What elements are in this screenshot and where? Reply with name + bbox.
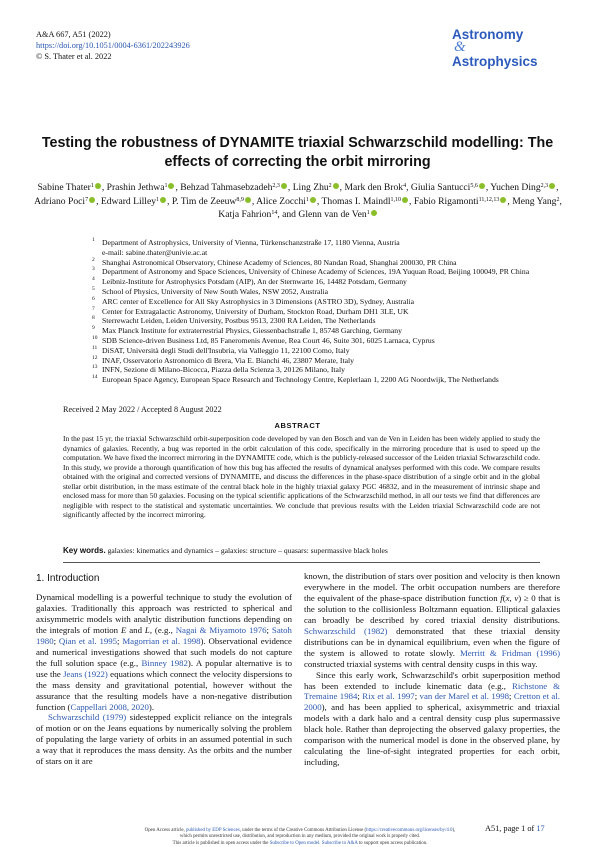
right-column bbox=[304, 571, 560, 768]
text-run: and bbox=[126, 624, 145, 635]
abstract-text: In the past 15 yr, the triaxial Schwarzschild orbit-superposition code developed by van den Bosch and van de Ven in Leiden has been widely applied to study the dynamics of galaxies. Recently, a bug was reported in the orbit calculation of this code, specifically in the mirroring procedure that is used to speed up the computation. We have fixed the incorrect mirroring in the DYNAMITE code, which is the publicly-released successor of the Leiden triaxial Schwarzschild code. In this study, we provide a thorough quantification of how this bug has affected the results of dynamical analyses performed with this code. We compare results obtained with the original and corrected versions of DYNAMITE, and discuss the differences in the phase-space distribution of a single orbit and in the global stellar orbit distribution, in the mass estimate of the central black hole in the highly triaxial galaxy PGC 46832, and in the measurement of intrinsic shape and enclosed mass for more than 50 galaxies. Focusing on the typical scientific applications of the Schwarzschild method, in all our tests we find that differences are negligible with respect to the statistical and systematic uncertainties. We conclude that previous results with the Leiden triaxial Schwarzschild code are not significantly affected by the incorrect mirroring. bbox=[63, 434, 540, 519]
copyright: © S. Thater et al. 2022 bbox=[36, 52, 112, 61]
author-name: Behzad Tahmasebzadeh bbox=[180, 182, 273, 193]
keywords-text: galaxies: kinematics and dynamics – galaxies: structure – quasars: supermassive black holes bbox=[107, 546, 388, 555]
footer-text: Open Access article, bbox=[144, 828, 186, 833]
affiliation-number: 2 bbox=[92, 256, 95, 263]
text-run: ; bbox=[53, 635, 59, 646]
affiliation-text: e-mail: sabine.thater@univie.ac.at bbox=[102, 247, 208, 257]
affiliation-number: 3 bbox=[92, 266, 95, 273]
author-affiliation: 2,3 bbox=[540, 183, 549, 189]
citation-link[interactable]: Binney 1982 bbox=[141, 657, 188, 668]
footer-text: . bbox=[319, 840, 322, 846]
affiliation-item bbox=[92, 277, 567, 287]
affiliation-text: INAF, Osservatorio Astronomico di Brera, Via E. Bianchi 46, 23807 Merate, Italy bbox=[102, 355, 354, 365]
author-affiliation: 1 bbox=[156, 196, 160, 203]
author-affiliation: 1 bbox=[90, 183, 94, 189]
author-name: Fabio Rigamonti bbox=[413, 195, 479, 207]
affiliation-number: 8 bbox=[92, 315, 95, 322]
text-run: ; bbox=[414, 691, 420, 702]
license-footer bbox=[60, 828, 540, 847]
author-name: Thomas I. Maindl bbox=[321, 195, 391, 207]
citation-link[interactable]: Rix et al. 1997 bbox=[362, 691, 415, 702]
text-run: ). bbox=[148, 701, 155, 712]
affiliation-number: 5 bbox=[92, 285, 95, 292]
orcid-icon[interactable] bbox=[281, 183, 287, 189]
text-run: , bbox=[509, 592, 515, 603]
affiliation-text: School of Physics, University of New South Wales, NSW 2052, Australia bbox=[102, 286, 329, 296]
author-name: P. Tim de Zeeuw bbox=[171, 195, 237, 207]
orcid-icon[interactable] bbox=[245, 197, 251, 203]
text-run: ) ≥ 0 that is the solution to the collisionless Boltzmann equation. Elliptical galaxies can broadly be described by cored triaxial density distributions. bbox=[304, 592, 560, 625]
footer-text: ), bbox=[452, 828, 456, 833]
affiliation-number: 14 bbox=[92, 374, 98, 381]
orcid-icon[interactable] bbox=[95, 183, 101, 189]
author-affiliation: 7 bbox=[85, 196, 89, 203]
affiliation-item bbox=[92, 238, 567, 248]
keywords-label: Key words. bbox=[63, 546, 106, 555]
orcid-icon[interactable] bbox=[310, 197, 316, 203]
text-run: ). Observational evidence and numerical investigations showed that such models do not capture the full solution space (e.g., bbox=[36, 635, 292, 668]
footer-text: to support open access publication. bbox=[357, 840, 428, 846]
math-symbol: v bbox=[514, 592, 519, 603]
text-run: ; bbox=[266, 624, 272, 635]
text-run: ; bbox=[117, 635, 123, 646]
author-affiliation: 11,12,13 bbox=[478, 196, 500, 203]
page-total-link[interactable]: 17 bbox=[536, 824, 545, 833]
affiliation-item bbox=[92, 248, 567, 258]
citation-link[interactable]: Cappellari 2008, 2020 bbox=[70, 701, 149, 712]
orcid-icon[interactable] bbox=[479, 183, 485, 189]
text-run: equations which connect the velocity dispersions to the mass density and gravitational potential, however without the assurance that the resulting models have a non-negative distribution function ( bbox=[36, 668, 292, 712]
affiliation-item bbox=[92, 356, 567, 366]
text-run: ), and has been applied to spherical, axisymmetric and triaxial models with a dark halo and a central density cusp plus supermassive black hole. Rather than deprojecting the observed galaxy properties, the comparison with the numerical model is done in the observed plane, by calculating the line-of-sight integrated properties for each orbit, including, bbox=[304, 702, 560, 768]
citation-link[interactable]: Qian et al. 1995 bbox=[58, 635, 118, 646]
paper-title: Testing the robustness of DYNAMITE triaxial Schwarzschild modelling: The effects of correcting the orbit mirroring bbox=[41, 135, 554, 170]
affiliation-text: Shanghai Astronomical Observatory, Chinese Academy of Sciences, 80 Nandan Road, Shanghai 200030, PR China bbox=[102, 257, 457, 267]
text-run: ). A popular alternative is to use the bbox=[36, 657, 292, 679]
author-name: Prashin Jethwa bbox=[106, 182, 165, 193]
text-run: , (e.g., bbox=[149, 624, 176, 635]
logo-astronomy: Astronomy bbox=[452, 27, 524, 42]
author-affiliation: 8,9 bbox=[236, 196, 244, 203]
received-dates: Received 2 May 2022 / Accepted 8 August 2022 bbox=[63, 405, 222, 414]
citation-link[interactable]: Nagai & Miyamoto 1976 bbox=[175, 624, 267, 635]
text-run: demonstrated that these triaxial density distributions can be in dynamical equilibrium, even when the figure of the system is allowed to rotate slowly. bbox=[304, 625, 560, 658]
affiliation-item bbox=[92, 346, 567, 356]
journal-logo bbox=[452, 27, 562, 71]
author-affiliation: 2 bbox=[328, 183, 332, 189]
orcid-icon[interactable] bbox=[402, 197, 408, 203]
citation-link[interactable]: Magorrian et al. 1998 bbox=[122, 635, 201, 646]
math-symbol: x bbox=[505, 592, 510, 603]
footer-link[interactable]: Subscribe to A&A bbox=[321, 840, 358, 846]
author-name: Ling Zhu bbox=[292, 182, 329, 193]
text-run: ( bbox=[502, 592, 506, 603]
affiliation-item bbox=[92, 297, 567, 307]
orcid-icon[interactable] bbox=[160, 197, 166, 203]
text-run: known, the distribution of stars over position and velocity is then known everywhere in the model. The orbit occupation numbers are therefore the equivalent of the phase-space distribution function bbox=[304, 571, 560, 603]
text-run: constructed triaxial systems with central density cusps in this way. bbox=[304, 658, 538, 669]
keywords bbox=[63, 546, 553, 555]
author-name: Yuchen Ding bbox=[490, 182, 541, 193]
affiliation-text: Sterrewacht Leiden, Leiden University, Postbus 9513, 2300 RA Leiden, The Netherlands bbox=[102, 316, 376, 326]
affiliation-text: ARC center of Excellence for All Sky Astrophysics in 3 Dimensions (ASTRO 3D), Sydney, Australia bbox=[102, 296, 415, 306]
affiliation-number: 6 bbox=[92, 295, 95, 302]
left-paragraph-1 bbox=[36, 592, 292, 712]
author-affiliation: 2 bbox=[556, 196, 560, 203]
right-paragraph-2 bbox=[304, 670, 560, 769]
footer-text: This article is published in open access under the bbox=[172, 840, 270, 846]
affiliation-item bbox=[92, 307, 567, 317]
author-name: Katja Fahrion bbox=[218, 209, 272, 221]
citation-link[interactable]: Richstone & Tremaine 1984 bbox=[304, 680, 560, 702]
affiliation-text: Department of Astronomy and Space Sciences, University of Chinese Academy of Sciences, 19A Yuquan Road, Beijing 100049, PR China bbox=[102, 267, 530, 277]
affiliation-item bbox=[92, 336, 567, 346]
citation-link[interactable]: Schwarzschild (1979) bbox=[48, 712, 127, 723]
author-name: Mark den Brok bbox=[344, 182, 404, 193]
affiliation-number: 4 bbox=[92, 276, 95, 283]
abstract-heading: ABSTRACT bbox=[274, 421, 321, 430]
author-affiliation: 4 bbox=[403, 183, 407, 189]
doi-link[interactable]: https://doi.org/10.1051/0004-6361/202243926 bbox=[36, 41, 190, 50]
author-name: Meng Yang bbox=[512, 195, 557, 207]
footer-text: which permits unrestricted use, distribution, and reproduction in any medium, provided the original work is properly cited. bbox=[179, 834, 421, 840]
citation-link[interactable]: Jeans (1922) bbox=[63, 668, 108, 679]
abstract-divider bbox=[63, 562, 540, 563]
author-affiliation: 14 bbox=[271, 210, 278, 217]
affiliation-text: European Space Agency, European Space Research and Technology Centre, Keplerlaan 1, 2200 AG Noordwijk, The Netherlands bbox=[102, 375, 499, 385]
page-number-prefix: A51, page 1 of bbox=[485, 824, 537, 833]
footer-link[interactable]: Subscribe to Open model bbox=[269, 840, 320, 846]
affiliation-number: 10 bbox=[92, 334, 98, 341]
logo-astrophysics: Astrophysics bbox=[452, 54, 538, 69]
text-run: Since this early work, Schwarzschild's orbit superposition method has been extended to include kinematic data (e.g., bbox=[304, 669, 560, 691]
citation-link[interactable]: van der Marel et al. 1998 bbox=[419, 691, 510, 702]
math-symbol: f bbox=[500, 592, 503, 603]
orcid-icon[interactable] bbox=[371, 210, 377, 216]
left-paragraph-2 bbox=[36, 712, 292, 767]
citation-link[interactable]: Cretton et al. 2000 bbox=[304, 691, 560, 713]
affiliation-text: SDB Science-driven Business Ltd, 85 Faneromenis Avenue, Rea Court 46, Suite 301, 6025 Larnaca, Cyprus bbox=[102, 335, 435, 345]
citation-link[interactable]: Satoh 1980 bbox=[36, 624, 292, 646]
left-column bbox=[36, 592, 292, 767]
affiliation-list bbox=[92, 238, 567, 385]
affiliation-text: Max Planck Institute for extraterrestrial Physics, Giessenbachstraße 1, 85748 Garching, Germany bbox=[102, 326, 402, 336]
section-heading-introduction: 1. Introduction bbox=[36, 573, 100, 584]
affiliation-number: 11 bbox=[92, 344, 98, 351]
affiliation-number: 1 bbox=[92, 237, 95, 243]
citation: A&A 667, A51 (2022) bbox=[36, 30, 111, 39]
author-name: Giulia Santucci bbox=[410, 182, 471, 193]
math-symbol: E bbox=[120, 624, 127, 635]
orcid-icon[interactable] bbox=[168, 183, 174, 189]
citation-link[interactable]: Schwarzschild (1982) bbox=[304, 625, 388, 636]
text-run: ; bbox=[357, 691, 363, 702]
author-name: Alice Zocchi bbox=[256, 195, 306, 207]
affiliation-text: INFN, Sezione di Milano-Bicocca, Piazza della Scienza 3, 20126 Milano, Italy bbox=[102, 365, 345, 375]
author-list: Sabine Thater$^1$ , Prashin Jethwa$^1$ , Behzad Tahmasebzadeh$^{2,3}$ , Ling Zhu$^2$ , Mark den Brok$^4$, Giulia Santucci$^{5,6}$ , Yuchen Ding$^{2,3}$ , Adriano Poci$^7$ , Edward Lilley$^1$ , P. Tim de Zeeuw$^{8,9}$ , Alice Zocchi$^1$ , Thomas I. Maindl$^{1,10}$ , Fabio Rigamonti$^{11,12,13}$ , Meng Yang$^2$, Katja Fahrion$^{14}$, and Glenn van de Ven$^1$ bbox=[34, 182, 562, 221]
affiliation-text: Department of Astrophysics, University of Vienna, Türkenschanzstraße 17, 1180 Vienna, Austria bbox=[102, 238, 400, 247]
affiliation-number: 12 bbox=[92, 354, 98, 361]
author-affiliation: 5,6 bbox=[470, 183, 478, 189]
author-affiliation: 1 bbox=[164, 183, 168, 189]
author-affiliation: 2,3 bbox=[272, 183, 280, 189]
affiliation-item bbox=[92, 316, 567, 326]
author-name: Sabine Thater bbox=[37, 182, 91, 193]
affiliation-number: 7 bbox=[92, 305, 95, 312]
author-affiliation: 1 bbox=[366, 210, 370, 217]
logo-ampersand: & bbox=[454, 39, 466, 55]
text-run: sidestepped explicit reliance on the integrals of motion or on the Jeans equations by numerically solving the problem of populating the large variety of orbits in an assumed potential in such a way that it reproduces the mass density. As the orbits and the number of stars on it are bbox=[36, 712, 292, 767]
footer-text: , under the terms of the Creative Commons Attribution License ( bbox=[239, 828, 367, 833]
affiliation-item bbox=[92, 287, 567, 297]
affiliation-text: Center for Extragalactic Astronomy, University of Durham, Stockton Road, Durham DH1 3LE, UK bbox=[102, 306, 409, 316]
affiliation-number: 9 bbox=[92, 325, 95, 332]
affiliation-item bbox=[92, 267, 567, 277]
author-name: Adriano Poci bbox=[34, 195, 86, 207]
right-paragraph-1 bbox=[304, 571, 560, 670]
affiliation-item bbox=[92, 365, 567, 375]
orcid-icon[interactable] bbox=[549, 183, 555, 189]
author-name: Glenn van de Ven bbox=[298, 209, 367, 221]
author-affiliation: 1,10 bbox=[390, 196, 402, 203]
affiliation-item bbox=[92, 326, 567, 336]
footer-link[interactable]: published by EDP Sciences bbox=[185, 828, 240, 833]
affiliation-text: DiSAT, Università degli Studi dell'Insubria, via Valleggio 11, 22100 Como, Italy bbox=[102, 345, 350, 355]
author-affiliation: 1 bbox=[305, 196, 309, 203]
footer-link[interactable]: https://creativecommons.org/licenses/by/4.0 bbox=[366, 828, 453, 833]
orcid-icon[interactable] bbox=[333, 183, 339, 189]
orcid-icon[interactable] bbox=[89, 197, 95, 203]
math-symbol: L bbox=[144, 624, 150, 635]
text-run: ; bbox=[509, 691, 514, 702]
citation-link[interactable]: Merritt & Fridman (1996) bbox=[459, 647, 560, 658]
affiliation-number: 13 bbox=[92, 364, 98, 371]
affiliation-text: Leibniz-Institute for Astrophysics Potsdam (AIP), An der Sternwarte 16, 14482 Potsdam, Germany bbox=[102, 277, 407, 287]
journal-header bbox=[36, 29, 190, 62]
affiliation-item bbox=[92, 375, 567, 385]
orcid-icon[interactable] bbox=[500, 197, 506, 203]
author-name: Edward Lilley bbox=[100, 195, 157, 207]
text-run: Dynamical modelling is a powerful technique to study the evolution of galaxies. Traditionally this approach was restricted to spherical and axisymmetric models with analytic distribution functions depending on the integrals of motion bbox=[36, 592, 292, 635]
affiliation-item bbox=[92, 258, 567, 268]
